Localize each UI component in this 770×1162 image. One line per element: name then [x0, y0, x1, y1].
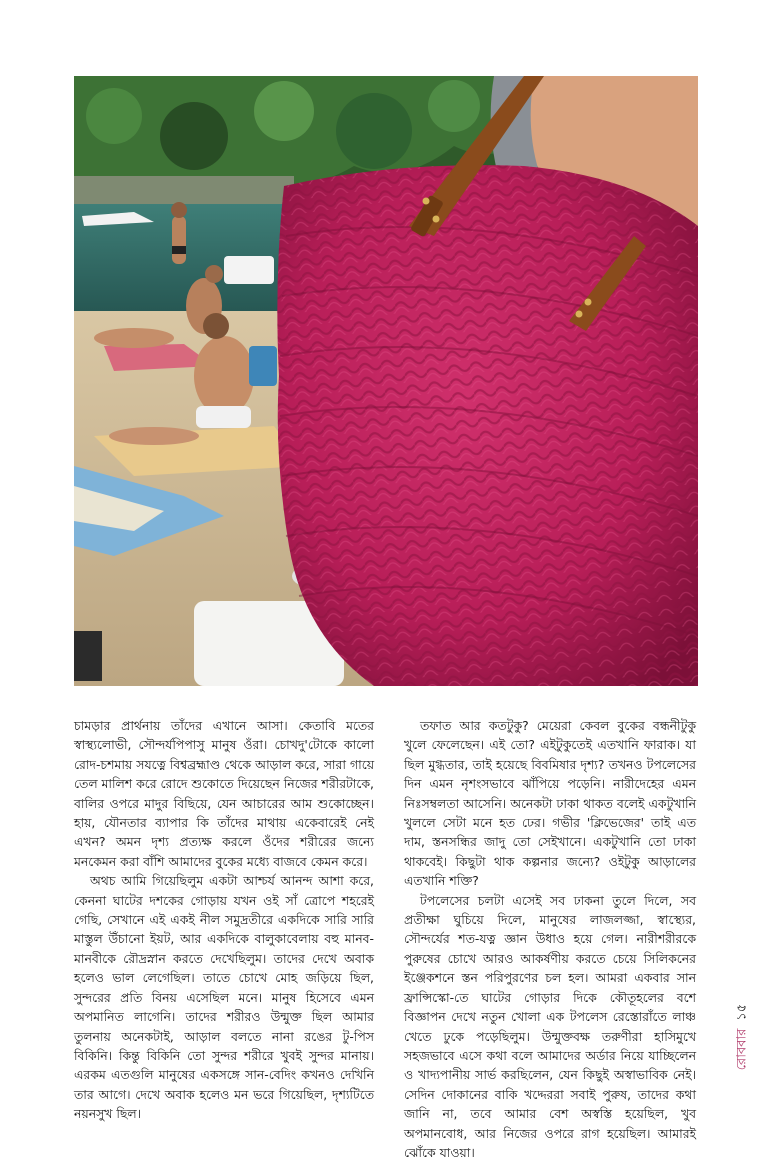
- standing-man: [172, 216, 186, 264]
- paragraph: চামড়ার প্রার্থনায় তাঁদের এখানে আসা। কেতাবি মতের স্বাস্থ্যলোভী, সৌন্দর্যপিপাসু মানুষ ওঁরা। চোখদু'টোকে কালো রোদ-চশমায় সযত্নে বিশ্বব্রহ্মাণ্ড থেকে আড়াল করে, সারা গায়ে তেল মালিশ করে রোদে শুকোতে দিয়েছেন নিজের শরীরটাকে, বালির ওপরে মাদুর বিছিয়ে, যেন আচারের আম শুকোচ্ছেন। হায়, যৌনতার ব্যাপার কি তাঁদের মাথায় একেবারেই নেই এখন? অমন দৃশ্য প্রত্যক্ষ করলে ওঁদের শরীরের জন্যে মনকেমন করা বাঁশি আমাদের বুকের মধ্যে বাজবে কেমন করে।: [74, 718, 374, 869]
- paragraph: টপলেসের চলটা এসেই সব ঢাকনা তুলে দিলে, সব প্রতীক্ষা ঘুচিয়ে দিলে, মানুষের লাজলজ্জা, স্বাস্থ্যের, সৌন্দর্যের শত-যত্ন জ্ঞান উধাও হয়ে গেল। নারীশরীরকে পুরুষের চোখে আরও আকর্ষণীয় করতে চেয়ে সিলিকনের ইঞ্জেকশনে স্তন পরিপুরণের চল হল। আমরা একবার সান ফ্রান্সিস্কো-তে ঘাটের গোড়ার দিকে কৌতূহলের বশে বিজ্ঞাপন দেখে নতুন খোলা এক টপলেস রেস্তোরাঁতে লাঞ্চ খেতে ঢুকে পড়েছিলুম। উন্মুক্তবক্ষ তরুণীরা হাসিমুখে সহজভাবে এসে কথা বলে আমাদের অর্ডার নিয়ে যাচ্ছিলেন ও খাদ্যপানীয় সার্ভ করছিলেন, যেন কিছুই অস্বাভাবিক নেই। সেদিন দোকানের বাকি খদ্দেররা সবাই পুরুষ, তাদের কথা জানি না, তবে আমার বেশ অস্বস্তি হয়েছিল, খুব অপমানবোধ, আর নিজের ওপরে রাগ হয়েছিল। আমারই ঝোঁকে যাওয়া।: [404, 892, 696, 1160]
- magazine-name: রোববার: [734, 1028, 750, 1071]
- sunbather: [94, 328, 174, 348]
- right-text-column: [404, 716, 696, 1162]
- page-footer: [728, 992, 758, 1082]
- page-number: ১৫: [734, 1003, 750, 1021]
- left-text-column: [74, 716, 374, 1124]
- photo-illustration: [74, 76, 698, 686]
- paragraph: অথচ আমি গিয়েছিলুম একটা আশ্চর্য আনন্দ আশা করে, কেননা ঘাটের দশকের গোড়ায় যখন ওই সাঁ ত্রোপে শহরেই গেছি, সেখানে এই একই নীল সমুদ্রতীরে একদিকে সারি সারি মাস্তুল উঁচানো ইয়ট, আর একদিকে বালুকাবেলায় বহু মানব-মানবীকে রৌদ্রস্নান করতে দেখেছিলুম। তাদের দেখে অবাক হলেও ভাল লেগেছিল। তাতে চোখে মোহ জড়িয়ে ছিল, সুন্দরের প্রতি বিনয় এসেছিল মনে। মানুষ হিসেবে এমন অপমানিত লাগেনি। তাদের শরীরও উন্মুক্ত ছিল আমার তুলনায় অনেকটাই, আড়াল বলতে নানা রঙের টু-পিস বিকিনি। কিন্তু বিকিনি তো সুন্দর শরীরে খুবই সুন্দর মানায়। এরকম এতগুলি মানুষের একসঙ্গে সান-বেদিং কখনও দেখিনি তার আগে। দেখে অবাক হলেও মন ভরে গিয়েছিল, দৃশ্যটিতে নয়নসুখ ছিল।: [74, 873, 374, 1122]
- beach-tote-photo: [74, 76, 698, 686]
- paragraph: তফাত আর কতটুকু? মেয়েরা কেবল বুকের বন্ধনীটুকু খুলে ফেলেছেন। এই তো? এইটুকুতেই এতখানি ফারাক। যা ছিল মুগ্ধতার, তাই হয়েছে বিবমিষার দৃশ্য? তখনও টপলেসের দিন এমন নৃশংসভাবে ঝাঁপিয়ে পড়েনি। নারীদেহের এমন নিঃসম্বলতা আসেনি। অনেকটা ঢাকা থাকত বলেই একটুখানি খুললে সেটা মনে হত ঢের। গভীর 'ক্লিভেজের' তাই এত দাম, স্তনসন্ধির জাদু তো সেইখানে। একটুখানি তো ঢাকা থাকবেই। কিছুটা থাক কল্পনার জন্যে? ওইটুকু আড়ালের এতখানি শক্তি?: [404, 718, 696, 889]
- sunbather: [194, 336, 254, 416]
